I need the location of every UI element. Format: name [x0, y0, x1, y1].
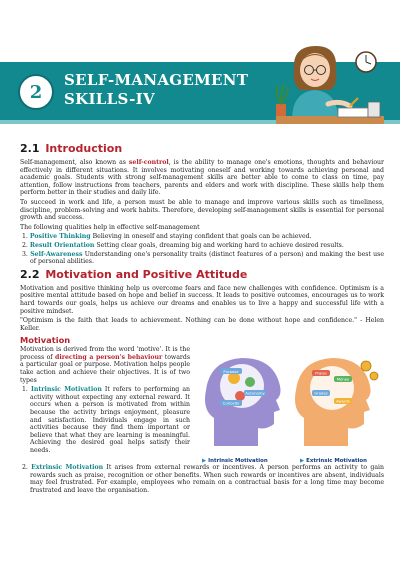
- intro-paragraph-3: The following qualities help in effective self-management: [20, 223, 200, 231]
- awards-label: Awards: [336, 398, 350, 404]
- purpose-label: Purpose: [223, 369, 239, 375]
- motivation-heading-text: Motivation and Positive Attitude: [45, 267, 248, 281]
- motivation-block: [20, 346, 384, 464]
- motivation-subheading: Motivation: [20, 335, 71, 346]
- mot-keyword: directing a person's behaviour: [55, 353, 163, 361]
- mot-p2-b: towards a particular goal or purpose. Motivation helps people take action and achieve their objectives. It is of two types: [20, 353, 191, 384]
- motivation-illustration: [196, 346, 384, 464]
- chapter-title-line2: SKILLS-IV: [64, 90, 155, 108]
- extrinsic-legend-text: Extrinsic Motivation: [306, 458, 367, 465]
- grades-label: Grades: [314, 390, 328, 396]
- list-item: [20, 233, 384, 241]
- item-number: 2.: [22, 241, 28, 249]
- item-text: Understanding one's personality traits (distinct features of a person) and making the best use of personal abilities.: [30, 250, 384, 266]
- item-number: 1.: [22, 386, 28, 394]
- motivation-paragraph-2: [20, 346, 190, 384]
- praise-label: Praise: [315, 370, 327, 376]
- intrinsic-legend: [202, 458, 268, 464]
- intro-number: 2.1: [20, 142, 40, 155]
- item-term: Positive Thinking: [29, 233, 91, 241]
- page-content: [20, 142, 384, 497]
- autonomy-label: Autonomy: [245, 390, 265, 396]
- item-number: 3.: [22, 250, 28, 258]
- intro-paragraph-1: [20, 159, 384, 197]
- triangle-right-icon: ▶: [202, 458, 207, 465]
- list-item: [20, 464, 384, 494]
- intro-heading: [20, 142, 384, 156]
- list-item: [20, 251, 384, 266]
- motivation-types-list-continued: [20, 464, 384, 494]
- extrinsic-legend: [300, 458, 367, 464]
- chapter-number-badge: [18, 74, 54, 110]
- motivation-heading: [20, 268, 384, 282]
- item-term: Extrinsic Motivation: [31, 464, 104, 472]
- intro-paragraph-2: To succeed in work and life, a person must be able to manage and improve various skills such as timeliness, discipline, problem-solving and work habits. Therefore, developing self-management skills is essential for personal growth and success.: [20, 198, 384, 222]
- item-text: It refers to performing an activity without expecting any external reward. It occurs when a person is motivated from within because the activity brings enjoyment, pleasure and satisfaction. Individuals engage in such activities because they find them important or believe that what they are learning is meaningful. Achieving the desired goal helps satisfy their needs.: [30, 386, 191, 454]
- item-text: It arises from external rewards or incentives. A person performs an activity to gain rewards such as praise, recognition or other benefits. When such rewards or incentives are absent, individuals may feel frustrated. For example, employees who remain on a contractual basis for a long time may become frustrated and leave the organisation.: [30, 464, 384, 495]
- helen-keller-quote: "Optimism is the faith that leads to achievement. Nothing can be done without hope and confidence." - Helen Keller.: [20, 317, 384, 332]
- motivation-heads-icon: [196, 346, 384, 450]
- intro-p1-a: Self-management, also known as: [20, 159, 129, 166]
- curiosity-label: Curiosity: [222, 400, 240, 406]
- list-item: [20, 386, 190, 454]
- motivation-text-column: [20, 346, 190, 464]
- motivation-number: 2.2: [20, 267, 40, 281]
- intro-p1-b: , is the ability to manage one's emotions, thoughts and behaviour effectively in different situations. It involves motivating oneself and working towards achieving personal and academic goals. Students with strong self-management skills are better able to come to class on time, pay attention, follow instructions from teachers, parents and elders and work with discipline. These skills help them perform better in their studies and daily life.: [20, 159, 384, 197]
- item-text: Believing in oneself and staying confident that goals can be achieved.: [90, 233, 312, 241]
- intro-heading-text: Introduction: [45, 142, 123, 155]
- money-label: Money: [336, 376, 350, 382]
- triangle-right-icon: ▶: [300, 458, 305, 465]
- list-item: [20, 242, 384, 250]
- girl-studying-illustration: [268, 40, 384, 124]
- item-text: Setting clear goals, dreaming big and working hard to achieve desired results.: [94, 241, 344, 249]
- chapter-title-line1: SELF-MANAGEMENT: [64, 71, 249, 89]
- item-number: 2.: [22, 464, 28, 472]
- chapter-title: [64, 71, 284, 109]
- item-term: Intrinsic Motivation: [30, 386, 102, 394]
- intrinsic-legend-text: Intrinsic Motivation: [208, 458, 268, 465]
- intro-keyword: self-control: [128, 159, 169, 166]
- motivation-types-list: [20, 386, 190, 454]
- item-number: 1.: [22, 233, 28, 241]
- qualities-list: [20, 233, 384, 265]
- chapter-number: 2: [29, 81, 43, 103]
- motivation-paragraph-1: Motivation and positive thinking help us overcome fears and face new challenges with confidence. Optimism is a positive mental attitude based on hope and belief in success. It leads to positive outcomes, encourages us to work hard towards our goals, helps us achieve our dreams and enables us to live a happy and successful life with a positive mindset.: [20, 284, 384, 315]
- mot-p2-a: Motivation is derived from the word 'motive'. It is the process of: [20, 346, 190, 361]
- item-term: Self-Awareness: [30, 250, 83, 258]
- item-term: Result Orientation: [29, 241, 95, 249]
